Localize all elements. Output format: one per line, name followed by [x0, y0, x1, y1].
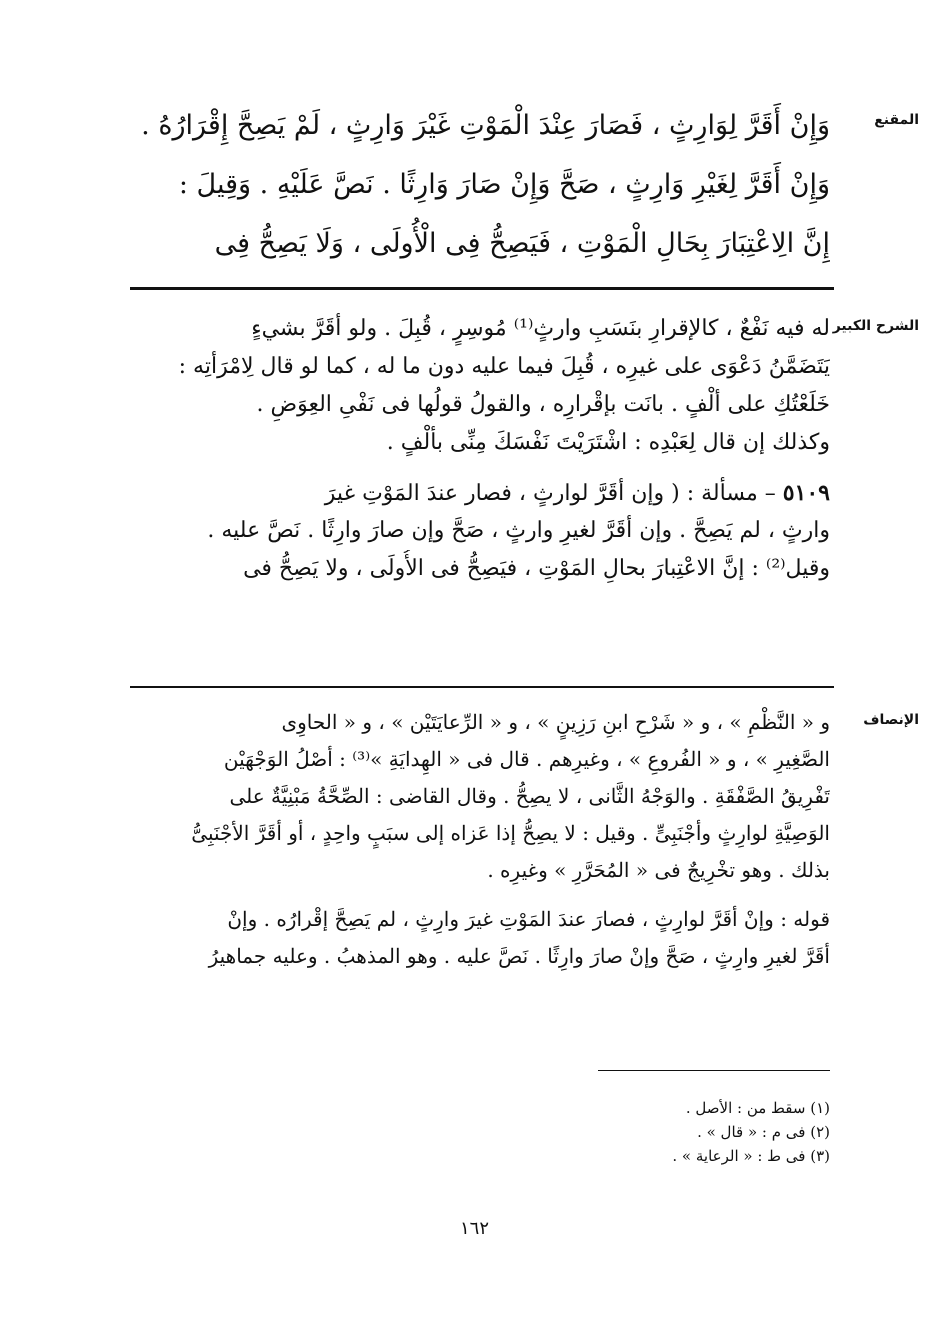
muqni-text	[130, 96, 830, 273]
footnote: (١) سقط من : الأصل .	[685, 1099, 830, 1117]
insaf-line: الصَّغِيرِ » ، و « الفُروعِ » ، وغيرِهم . قال فى « الهِدايَةِ »⁽³⁾ : أصْلُ الوَجْهَيْن	[223, 747, 830, 771]
sharh-line: وقيل⁽²⁾ : إنَّ الاعْتِبارَ بحالِ المَوْتِ ، فيَصِحُّ فى الأُولَى ، ولا يَصِحُّ فى	[243, 556, 830, 581]
sharh-text	[130, 310, 830, 588]
paragraph-gap	[130, 889, 830, 901]
footnote: (٢) فى م : « قال » .	[697, 1123, 830, 1141]
issue-heading-line	[130, 474, 830, 512]
muqni-line: إِنَّ الِاعْتِبَارَ بِحَالِ الْمَوْتِ ، فَيَصِحُّ فِى الْأُولَى ، وَلَا يَصِحُّ فِى	[214, 228, 830, 259]
insaf-line: و « النَّظْمِ » ، و « شَرْحِ ابنِ رَزِينٍ » ، و « الرِّعايَتَيْن » ، و « الحاوِى	[281, 710, 830, 734]
footnotes	[530, 1096, 830, 1168]
section-divider	[130, 686, 834, 688]
sharh-line: يَتَضَمَّنُ دَعْوَى على غيرِه ، قُبِلَ فيما عليه دون ما له ، كما لو قال لِامْرَأتِه :	[178, 354, 830, 379]
insaf-line: قوله : وإنْ أقَرَّ لوارِثٍ ، فصارَ عندَ المَوْتِ غيرَ وارِثٍ ، لم يَصِحَّ إقْرارُه . وإنْ	[227, 907, 830, 931]
section-divider	[130, 287, 834, 290]
insaf-line: بذلك . وهو تخْرِيجٌ فى « المُحَرَّرِ » وغيرِه .	[487, 858, 830, 882]
paragraph-gap	[130, 462, 830, 474]
footnote-divider	[598, 1070, 830, 1071]
sharh-line: وارثٍ ، لم يَصِحَّ . وإن أقَرَّ لغيرِ وارثٍ ، صَحَّ وإن صارَ وارِثًا . نَصَّ عليه .	[207, 518, 830, 543]
issue-first-line: – مسألة : ( وإن أقَرَّ لوارثٍ ، فصار عندَ المَوْتِ غيرَ	[324, 481, 776, 506]
muqni-line: وَإِنْ أَقَرَّ لِوَارِثٍ ، فَصَارَ عِنْدَ الْمَوْتِ غَيْرَ وَارِثٍ ، لَمْ يَصِحَّ إِقْرَارُهُ .	[141, 110, 830, 141]
insaf-line: تَفْرِيقُ الصَّفْقَةِ . والوَجْهُ الثَّانى ، لا يصِحُّ . وقال القاضى : الصِّحَّةُ مَبْنِيَّةٌ على	[229, 784, 830, 808]
insaf-text	[130, 704, 830, 975]
issue-number: ٥١٠٩	[782, 480, 830, 506]
label-muqni: المقنع	[874, 112, 919, 128]
footnote: (٣) فى ط : « الرعاية » .	[672, 1147, 830, 1165]
sharh-line: خَلَعْتُكِ على ألْفٍ . بانَت بإقْرارِه ، والقولُ قولُها فى نَفْىِ العِوَضِ .	[256, 392, 830, 417]
label-insaf: الإنصاف	[863, 712, 919, 728]
sharh-line: وكذلك إن قال لِعَبْدِه : اشْتَرَيْتَ نَفْسَكَ مِنِّى بألْفٍ .	[386, 430, 830, 455]
label-sharh: الشرح الكبير	[832, 318, 919, 334]
insaf-line: الوَصِيَّةِ لوارِثٍ وأجْنَبِىٍّ . وقيل : لا يصِحُّ إذا عَزاه إلى سبَبٍ واحِدٍ ، أو أقَرَّ الأجْنَبِىُّ	[191, 821, 830, 845]
page-number: ١٦٢	[459, 1218, 489, 1239]
muqni-line: وَإِنْ أَقَرَّ لِغَيْرِ وَارِثٍ ، صَحَّ وَإِنْ صَارَ وَارِثًا . نَصَّ عَلَيْهِ . وَقِيلَ :	[178, 169, 830, 200]
sharh-line: له فيه نَفْعٌ ، كالإقرارِ بنَسَبِ وارثٍ⁽¹⁾ مُوسِرٍ ، قُبِلَ . ولو أقَرَّ بشيءٍ	[251, 316, 830, 341]
insaf-line: أقَرَّ لغيرِ وارِثٍ ، صَحَّ وإنْ صارَ وارِثًا . نَصَّ عليه . وهو المذهبُ . وعليه جماهيرُ	[208, 944, 830, 968]
